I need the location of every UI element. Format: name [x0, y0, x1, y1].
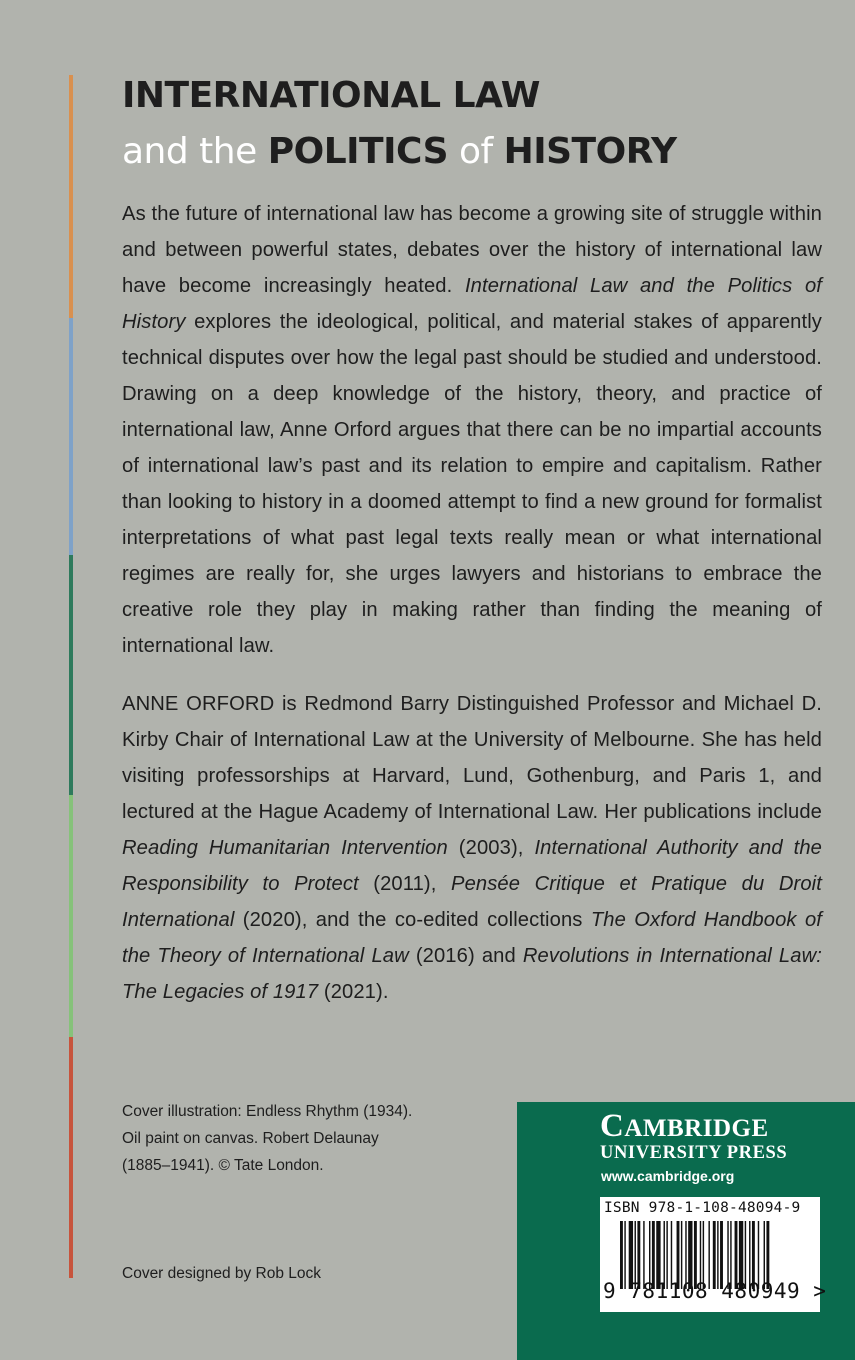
bio-text-2: (2003),	[447, 837, 535, 859]
cover-designer-credit: Cover designed by Rob Lock	[122, 1265, 322, 1282]
bio-book-4: The Oxford Handbook of the Theory of International Law	[122, 909, 822, 967]
publisher-subtitle: UNIVERSITY PRESS	[600, 1143, 788, 1163]
illustration-line-3: (1885–1941). © Tate London.	[122, 1157, 324, 1174]
bio-book-1: Reading Humanitarian Intervention	[122, 837, 448, 859]
bio-text-6: (2021).	[318, 981, 389, 1003]
book-description	[122, 196, 822, 664]
publisher-url: www.cambridge.org	[601, 1168, 735, 1184]
isbn-label: ISBN 978-1-108-48094-9	[604, 1200, 801, 1216]
color-bar-blue	[69, 318, 73, 555]
title-politics: POLITICS	[267, 131, 448, 172]
publisher-name	[600, 1108, 769, 1145]
blurb-text-2: explores the ideological, political, and material stakes of apparently technical disputes over how the legal past should be studied and understood. Drawing on a deep knowledge of the history, theory, and practice of international law, Anne Orford argues that there can be no impartial accounts of international law’s past and its relation to empire and capitalism. Rather than looking to history in a doomed attempt to find a new ground for formalist interpretations of what past legal texts really mean or what international regimes are really for, she urges lawyers and historians to embrace the creative role they play in making rather than finding the meaning of international law.	[122, 311, 822, 657]
title-of: of	[448, 131, 504, 172]
color-bar-green	[69, 555, 73, 795]
color-bar-light-green	[69, 795, 73, 1037]
publisher-block	[517, 1102, 855, 1360]
bio-text-1: ANNE ORFORD is Redmond Barry Distinguished Professor and Michael D. Kirby Chair of International Law at the University of Melbourne. She has held visiting professorships at Harvard, Lund, Gothenburg, and Paris 1, and lectured at the Hague Academy of International Law. Her publications include	[122, 693, 822, 823]
title-line-2	[122, 124, 677, 180]
color-bar-orange	[69, 75, 73, 318]
bio-text-3: (2011),	[358, 873, 451, 895]
bio-book-2: International Authority and the Responsibility to Protect	[122, 837, 822, 895]
illustration-line-2: Oil paint on canvas. Robert Delaunay	[122, 1130, 379, 1147]
bio-book-3: Pensée Critique et Pratique du Droit International	[122, 873, 822, 931]
bio-text-5: (2016) and	[408, 945, 523, 967]
isbn-barcode-box	[600, 1197, 827, 1312]
publisher-name-rest: AMBRIDGE	[624, 1115, 769, 1142]
publisher-name-initial: C	[600, 1108, 625, 1144]
bio-text-4: (2020), and the co-edited collections	[234, 909, 591, 931]
blurb-book-title: International Law and the Politics of History	[122, 275, 822, 333]
title-history: HISTORY	[503, 131, 677, 172]
cover-illustration-credit	[122, 1098, 412, 1179]
blurb-text-1: As the future of international law has become a growing site of struggle within and between powerful states, debates over the history of international law have become increasingly heated.	[122, 203, 822, 297]
illustration-line-1: Cover illustration: Endless Rhythm (1934).	[122, 1103, 413, 1120]
book-title	[122, 68, 677, 180]
author-bio	[122, 686, 822, 1010]
bio-book-5: Revolutions in International Law: The Legacies of 1917	[122, 945, 822, 1003]
title-and-the: and the	[122, 131, 268, 172]
title-line-1: INTERNATIONAL LAW	[122, 75, 540, 116]
color-bar-red	[69, 1037, 73, 1278]
barcode-digits: 9 781108 480949 >	[603, 1279, 827, 1303]
